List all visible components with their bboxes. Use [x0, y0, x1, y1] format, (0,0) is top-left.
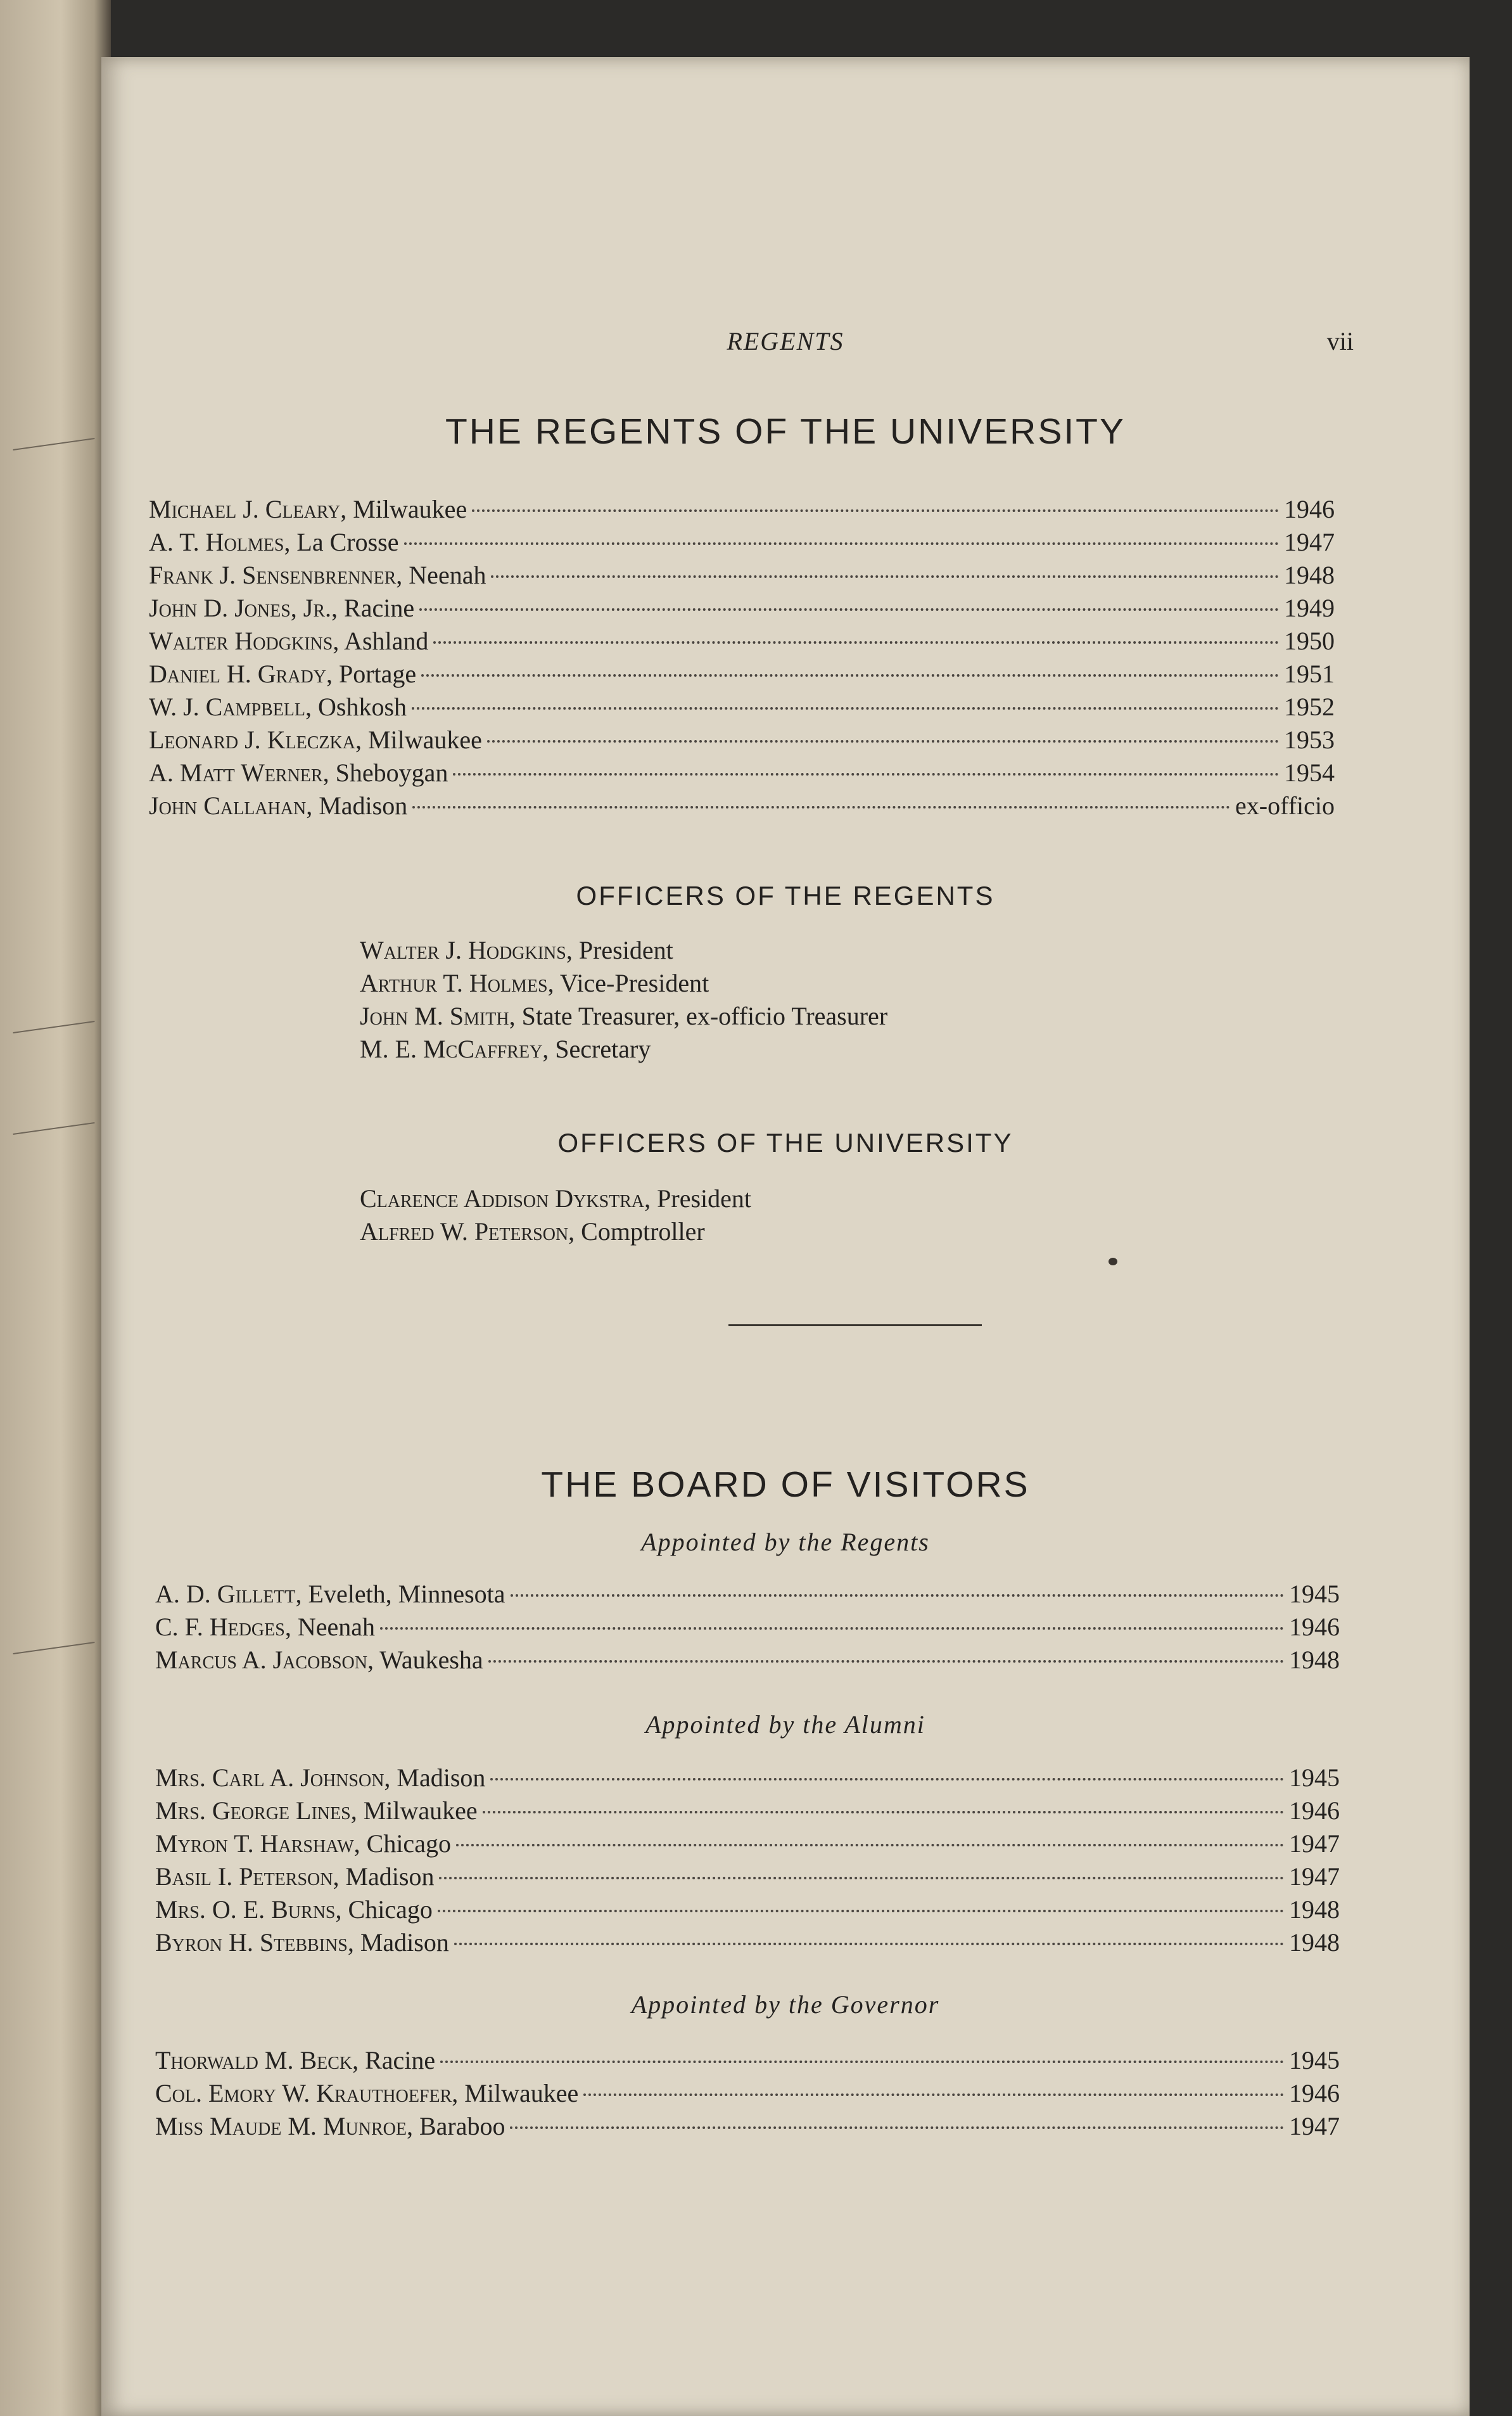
visitor-term: 1946: [1289, 1796, 1340, 1825]
visitor-entry: [155, 1578, 1340, 1611]
regent-entry: [149, 625, 1335, 658]
regent-name: A. T. Holmes: [149, 528, 284, 556]
page-number: vii: [1326, 327, 1354, 355]
visitor-term: 1945: [1289, 1580, 1340, 1608]
regent-name: John Callahan: [149, 791, 307, 820]
regent-term: 1948: [1284, 561, 1335, 589]
regent-entry: [149, 592, 1335, 625]
visitor-entry: [155, 2077, 1340, 2110]
dot-leader: [380, 1627, 1284, 1630]
visitor-place: , Milwaukee: [452, 2079, 579, 2107]
dot-leader: [491, 575, 1279, 578]
dot-leader: [453, 773, 1279, 776]
dot-leader: [487, 740, 1279, 743]
regent-place: , Milwaukee: [355, 725, 482, 754]
visitor-name: Myron T. Harshaw: [155, 1829, 354, 1858]
dot-leader: [483, 1811, 1284, 1813]
visitor-place: , Waukesha: [367, 1646, 483, 1674]
visitor-entry: [155, 1644, 1340, 1677]
dot-leader: [419, 608, 1279, 611]
regent-term: 1950: [1284, 627, 1335, 655]
dot-leader: [412, 707, 1279, 710]
regent-term: 1946: [1284, 495, 1335, 523]
facing-page-edge: [0, 0, 111, 2416]
officer-role: , President: [566, 936, 673, 964]
visitor-term: 1948: [1289, 1646, 1340, 1674]
regent-entry: [149, 757, 1335, 789]
regent-entry: [149, 493, 1335, 526]
regent-term: 1951: [1284, 660, 1335, 688]
regent-name: Frank J. Sensenbrenner: [149, 561, 397, 589]
visitor-term: 1948: [1289, 1895, 1340, 1924]
visitor-entry: [155, 1794, 1340, 1827]
regent-entry: [149, 526, 1335, 559]
regent-term: 1947: [1284, 528, 1335, 556]
regent-place: , Madison: [306, 791, 408, 820]
visitor-entry: [155, 1827, 1340, 1860]
visitor-term: 1948: [1289, 1928, 1340, 1957]
regent-term: 1954: [1284, 758, 1335, 787]
running-head: [101, 326, 1470, 358]
dot-leader: [510, 2126, 1284, 2129]
visitor-entry: [155, 1860, 1340, 1893]
officer-entry: [360, 1215, 705, 1248]
visitor-name: Col. Emory W. Krauthoefer: [155, 2079, 452, 2107]
regent-name: A. Matt Werner: [149, 758, 323, 787]
officer-name: John M. Smith: [360, 1002, 509, 1030]
visitor-place: , Milwaukee: [350, 1796, 478, 1825]
visitor-entry: [155, 2110, 1340, 2143]
dot-leader: [440, 2061, 1284, 2063]
regent-name: W. J. Campbell: [149, 693, 306, 721]
officer-entry: [360, 1033, 651, 1066]
visitor-name: Miss Maude M. Munroe: [155, 2112, 407, 2140]
regent-name: Leonard J. Kleczka: [149, 725, 355, 754]
regent-entry: [149, 724, 1335, 757]
regent-place: , Ashland: [333, 627, 429, 655]
visitor-term: 1945: [1289, 1763, 1340, 1792]
visitors-group-heading: Appointed by the Regents: [641, 1528, 930, 1556]
visitor-term: 1947: [1289, 1829, 1340, 1858]
visitor-place: , Madison: [347, 1928, 449, 1957]
regent-term: ex-officio: [1235, 791, 1335, 820]
officer-name: Walter J. Hodgkins: [360, 936, 566, 964]
dot-leader: [433, 641, 1279, 644]
visitor-place: , Chicago: [353, 1829, 451, 1858]
visitor-name: Marcus A. Jacobson: [155, 1646, 367, 1674]
visitor-name: C. F. Hedges: [155, 1613, 285, 1641]
visitor-term: 1945: [1289, 2046, 1340, 2074]
officer-name: Arthur T. Holmes: [360, 969, 548, 997]
visitor-term: 1946: [1289, 1613, 1340, 1641]
ink-speck: [1109, 1258, 1117, 1265]
regent-name: Walter Hodgkins: [149, 627, 333, 655]
visitor-name: A. D. Gillett: [155, 1580, 296, 1608]
visitor-name: Basil I. Peterson: [155, 1862, 333, 1891]
officers-regents-heading: OFFICERS OF THE REGENTS: [576, 881, 995, 911]
visitor-place: , Chicago: [335, 1895, 433, 1924]
regent-entry: [149, 559, 1335, 592]
visitor-entry: [155, 1761, 1340, 1794]
visitor-entry: [155, 1893, 1340, 1926]
officer-name: Alfred W. Peterson: [360, 1217, 569, 1246]
regent-place: , La Crosse: [284, 528, 399, 556]
officer-role: , Secretary: [542, 1035, 651, 1063]
facing-page-mark: [13, 1122, 94, 1135]
regent-name: John D. Jones, Jr.: [149, 594, 332, 622]
visitor-place: , Neenah: [284, 1613, 375, 1641]
visitor-entry: [155, 2044, 1340, 2077]
regent-place: , Racine: [331, 594, 415, 622]
visitor-name: Mrs. Carl A. Johnson: [155, 1763, 384, 1792]
regent-entry: [149, 789, 1335, 822]
visitors-group-heading: Appointed by the Alumni: [645, 1710, 925, 1739]
visitor-place: , Eveleth, Minnesota: [295, 1580, 505, 1608]
officer-entry: [360, 967, 709, 1000]
regents-heading: THE REGENTS OF THE UNIVERSITY: [445, 411, 1126, 452]
dot-leader: [472, 509, 1279, 512]
officer-role: , Vice-President: [547, 969, 709, 997]
officers-university-heading: OFFICERS OF THE UNIVERSITY: [557, 1128, 1013, 1158]
regent-place: , Sheboygan: [322, 758, 448, 787]
dot-leader: [404, 542, 1280, 545]
visitors-heading: THE BOARD OF VISITORS: [541, 1464, 1030, 1505]
visitor-place: , Madison: [333, 1862, 435, 1891]
regent-term: 1949: [1284, 594, 1335, 622]
officer-role: , President: [644, 1184, 752, 1213]
visitor-place: , Baraboo: [406, 2112, 505, 2140]
dot-leader: [490, 1778, 1284, 1780]
officer-role: , Comptroller: [568, 1217, 705, 1246]
book-page: [101, 57, 1470, 2416]
dot-leader: [438, 1910, 1284, 1912]
visitor-entry: [155, 1926, 1340, 1959]
visitor-term: 1947: [1289, 1862, 1340, 1891]
officer-role: , State Treasurer, ex-officio Treasurer: [509, 1002, 888, 1030]
regent-term: 1952: [1284, 693, 1335, 721]
facing-page-mark: [13, 1642, 94, 1654]
visitors-group-heading: Appointed by the Governor: [631, 1990, 940, 2019]
dot-leader: [454, 1943, 1284, 1945]
section-rule: [728, 1324, 982, 1326]
regent-name: Michael J. Cleary: [149, 495, 341, 523]
visitor-name: Thorwald M. Beck: [155, 2046, 353, 2074]
regent-place: , Milwaukee: [340, 495, 467, 523]
dot-leader: [488, 1660, 1284, 1663]
visitor-name: Mrs. George Lines: [155, 1796, 351, 1825]
visitor-place: , Racine: [352, 2046, 436, 2074]
visitor-term: 1947: [1289, 2112, 1340, 2140]
visitor-name: Byron H. Stebbins: [155, 1928, 348, 1957]
visitor-name: Mrs. O. E. Burns: [155, 1895, 336, 1924]
dot-leader: [456, 1844, 1284, 1846]
running-title: REGENTS: [727, 327, 844, 355]
regent-entry: [149, 658, 1335, 691]
visitor-entry: [155, 1611, 1340, 1644]
dot-leader: [583, 2093, 1284, 2096]
officer-entry: [360, 934, 673, 967]
officer-entry: [360, 1000, 887, 1033]
dot-leader: [421, 674, 1279, 677]
regent-place: , Neenah: [396, 561, 486, 589]
regent-name: Daniel H. Grady: [149, 660, 326, 688]
dot-leader: [439, 1877, 1284, 1879]
officer-name: M. E. McCaffrey: [360, 1035, 543, 1063]
dot-leader: [511, 1594, 1284, 1597]
regent-entry: [149, 691, 1335, 724]
facing-page-mark: [13, 1021, 94, 1033]
officer-entry: [360, 1182, 751, 1215]
dot-leader: [412, 806, 1230, 809]
regent-place: , Portage: [326, 660, 417, 688]
officer-name: Clarence Addison Dykstra: [360, 1184, 645, 1213]
regent-place: , Oshkosh: [305, 693, 407, 721]
visitor-place: , Madison: [384, 1763, 486, 1792]
regent-term: 1953: [1284, 725, 1335, 754]
facing-page-mark: [13, 438, 94, 451]
visitor-term: 1946: [1289, 2079, 1340, 2107]
